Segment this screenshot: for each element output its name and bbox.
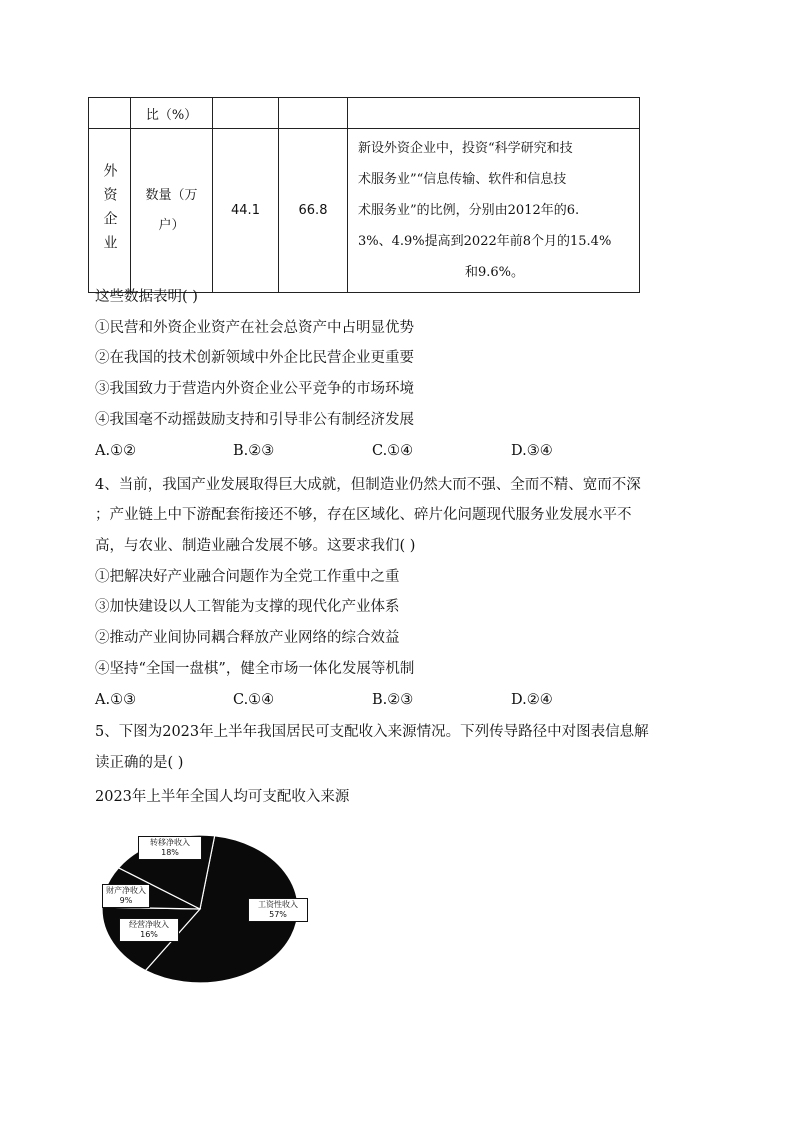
question-4-stem: ；产业链上中下游配套衔接还不够，存在区域化、碎片化问题现代服务业发展水平不 bbox=[95, 507, 632, 523]
group-cell bbox=[89, 129, 131, 293]
data-table bbox=[88, 97, 640, 293]
q4-item: ③加快建设以人工智能为支撑的现代化产业体系 bbox=[95, 599, 400, 615]
row-label: 比（%） bbox=[131, 98, 213, 129]
income-pie-chart bbox=[100, 834, 300, 984]
table-row bbox=[89, 98, 640, 129]
table-cell bbox=[279, 98, 348, 129]
question-4-stem: 高，与农业、制造业融合发展不够。这要求我们( ) bbox=[95, 538, 416, 554]
value-2022: 66.8 bbox=[279, 129, 348, 293]
option-d[interactable]: D.②④ bbox=[511, 692, 553, 708]
q4-item: ①把解决好产业融合问题作为全党工作重中之重 bbox=[95, 569, 400, 585]
row-label: 数量（万户） bbox=[131, 129, 213, 293]
question-3-stem: 这些数据表明( ) bbox=[95, 289, 198, 305]
q4-item: ②推动产业间协同耦合释放产业网络的综合效益 bbox=[95, 630, 400, 646]
q3-item: ①民营和外资企业资产在社会总资产中占明显优势 bbox=[95, 320, 414, 336]
option-a[interactable]: A.①② bbox=[95, 443, 137, 459]
option-c[interactable]: C.①④ bbox=[233, 692, 275, 708]
q3-item: ③我国致力于营造内外资企业公平竞争的市场环境 bbox=[95, 381, 414, 397]
table-cell bbox=[348, 98, 640, 129]
slice-value: 57% bbox=[269, 910, 287, 919]
note-line: 术服务业”的比例，分别由2012年的6. bbox=[358, 203, 580, 218]
q3-item: ④我国毫不动摇鼓励支持和引导非公有制经济发展 bbox=[95, 412, 414, 428]
note-line: 和9.6%。 bbox=[464, 265, 525, 280]
slice-label bbox=[138, 836, 202, 860]
q3-item: ②在我国的技术创新领域中外企比民营企业更重要 bbox=[95, 350, 414, 366]
chart-title: 2023年上半年全国人均可支配收入来源 bbox=[95, 789, 350, 805]
note-line: 术服务业”“信息传输、软件和信息技 bbox=[358, 172, 567, 187]
question-4-stem: 4、当前，我国产业发展取得巨大成就，但制造业仍然大而不强、全而不精、宽而不深 bbox=[95, 477, 641, 493]
slice-value: 9% bbox=[119, 896, 133, 905]
table-cell bbox=[89, 98, 131, 129]
note-cell bbox=[348, 129, 640, 293]
q4-item: ④坚持“全国一盘棋”，健全市场一体化发展等机制 bbox=[95, 661, 415, 677]
slice-name: 经营净收入 bbox=[129, 920, 169, 929]
slice-name: 工资性收入 bbox=[258, 900, 298, 909]
value-2012: 44.1 bbox=[213, 129, 279, 293]
slice-label bbox=[119, 918, 179, 942]
question-5-stem: 5、下图为2023年上半年我国居民可支配收入来源情况。下列传导路径中对图表信息解 bbox=[95, 724, 649, 740]
group-label: 外资企业 bbox=[101, 162, 118, 259]
table-cell bbox=[213, 98, 279, 129]
slice-name: 转移净收入 bbox=[150, 838, 190, 847]
option-b[interactable]: B.②③ bbox=[372, 692, 414, 708]
slice-value: 18% bbox=[161, 848, 179, 857]
note-line: 3%、4.9%提高到2022年前8个月的15.4% bbox=[358, 234, 612, 249]
option-d[interactable]: D.③④ bbox=[511, 443, 553, 459]
slice-name: 财产净收入 bbox=[106, 886, 146, 895]
note-line: 新设外资企业中，投资“科学研究和技 bbox=[358, 141, 573, 156]
question-5-stem: 读正确的是( ) bbox=[95, 755, 184, 771]
option-c[interactable]: C.①④ bbox=[372, 443, 414, 459]
option-a[interactable]: A.①③ bbox=[95, 692, 137, 708]
slice-label bbox=[102, 884, 150, 908]
table-row bbox=[89, 129, 640, 293]
slice-value: 16% bbox=[140, 930, 158, 939]
option-b[interactable]: B.②③ bbox=[233, 443, 275, 459]
slice-label bbox=[248, 898, 308, 922]
